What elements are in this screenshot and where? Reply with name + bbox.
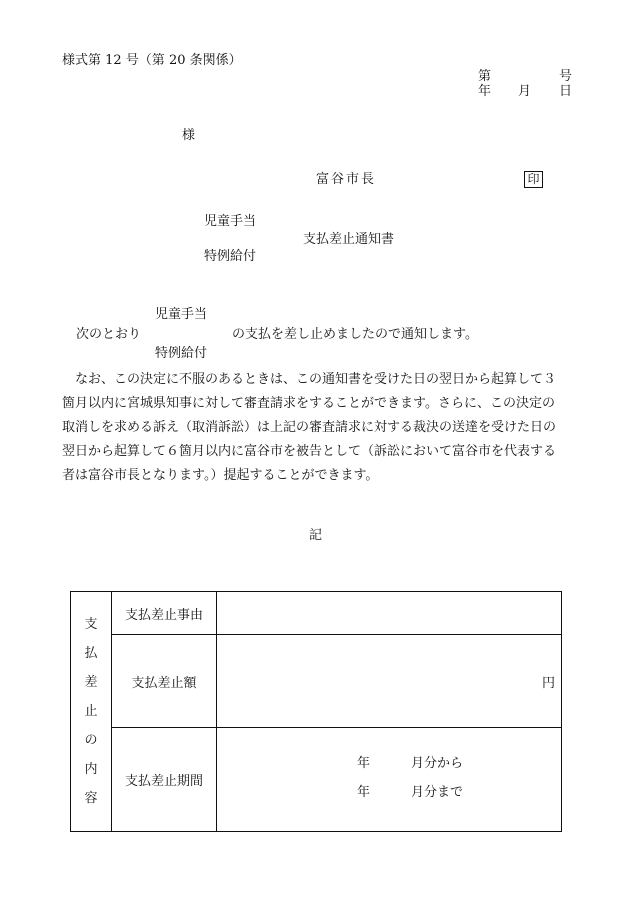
appeal-line: なお、この決定に不服のあるときは、この通知書を受けた日の翌日から起算して３ — [75, 372, 557, 387]
ki-heading: 記 — [309, 528, 323, 543]
appeal-line: 取消しを求める訴え（取消訴訟）は上記の審査請求に対する裁決の送達を受けた日の — [62, 420, 557, 435]
value-reason — [217, 592, 562, 635]
notice-prefix: 次のとおり — [76, 327, 142, 342]
side-label-char: 支 — [84, 617, 98, 632]
label-amount: 支払差止額 — [112, 635, 217, 728]
doc-number-go: 号 — [559, 69, 573, 84]
doc-number-dai: 第 — [478, 69, 492, 84]
notice-option-child-allowance: 児童手当 — [155, 307, 208, 322]
appeal-line: 箇月以内に宮城県知事に対して審査請求をすることができます。さらに、この決定の — [62, 396, 555, 411]
document-title: 支払差止通知書 — [303, 232, 395, 247]
amount-unit: 円 — [541, 675, 555, 691]
period-to-year: 年 — [357, 785, 371, 800]
table-row — [71, 728, 562, 832]
date-year: 年 — [478, 84, 492, 99]
side-label-char: 内 — [84, 762, 98, 777]
value-period — [217, 728, 562, 832]
form-number: 様式第 12 号（第 20 条関係） — [62, 53, 242, 68]
date-month: 月 — [518, 84, 532, 99]
side-label-char: 差 — [84, 675, 98, 690]
title-option-special-benefit: 特例給付 — [204, 249, 257, 264]
label-reason: 支払差止事由 — [112, 592, 217, 635]
period-from-month: 月分から — [411, 756, 464, 771]
seal-mark: 印 — [524, 171, 543, 188]
table-row — [71, 635, 562, 728]
issuer-name: 富谷市長 — [316, 172, 377, 187]
side-label-char: 止 — [84, 704, 98, 719]
period-from-year: 年 — [357, 756, 371, 771]
side-label — [71, 592, 112, 832]
date-day: 日 — [559, 84, 573, 99]
notice-suffix: の支払を差し止めましたので通知します。 — [232, 327, 478, 342]
appeal-paragraph — [62, 368, 582, 488]
addressee-suffix: 様 — [182, 128, 196, 143]
notice-option-special-benefit: 特例給付 — [155, 346, 208, 361]
table-row — [71, 592, 562, 635]
details-table — [70, 591, 562, 832]
side-label-char: 払 — [84, 646, 98, 661]
appeal-line: 者は富谷市長となります。）提起することができます。 — [62, 468, 379, 483]
period-to-month: 月分まで — [411, 785, 464, 800]
side-label-char: 容 — [84, 791, 98, 806]
label-period: 支払差止期間 — [112, 728, 217, 832]
appeal-line: 翌日から起算して６箇月以内に富谷市を被告として（訴訟において富谷市を代表する — [62, 444, 557, 459]
side-label-char: の — [84, 733, 98, 748]
value-amount — [217, 635, 562, 728]
title-option-child-allowance: 児童手当 — [204, 214, 257, 229]
